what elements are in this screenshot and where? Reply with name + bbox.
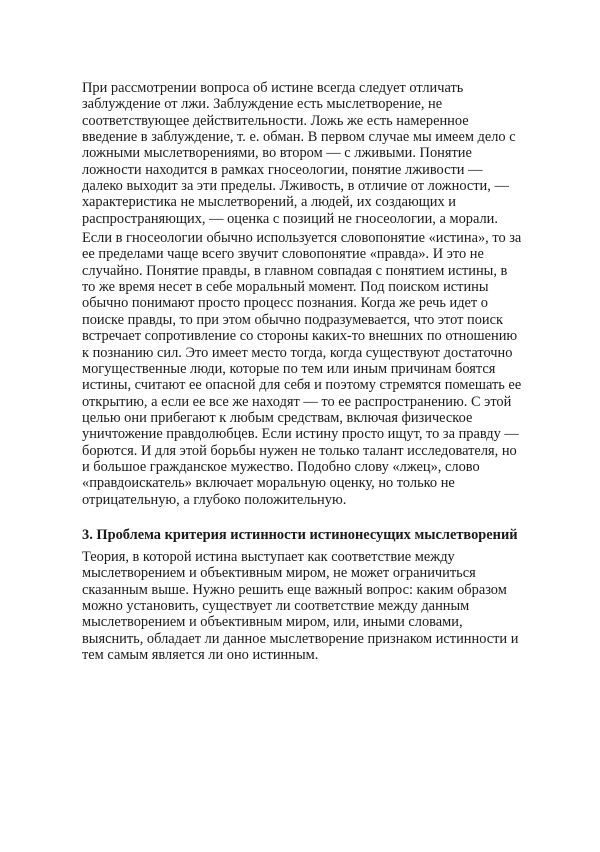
paragraph (82, 80, 542, 227)
paragraph (82, 549, 542, 663)
text-line: ложности находится в рамках гносеологии, понятие лживости — (82, 161, 483, 178)
text-line: мыслетворением и объективным миром, не может ограничиться (82, 565, 476, 582)
text-line: «правдоискатель» включает моральную оценку, но только не (82, 475, 455, 492)
text-line: можно установить, существует ли соответствие между данным (82, 597, 470, 614)
text-line: выяснить, обладает ли данное мыслетворение признаком истинности и (82, 630, 519, 647)
text-line: обычно понимают просто процесс познания. Когда же речь идет о (82, 295, 489, 312)
text-line: ложными мыслетворениями, во втором — с лживыми. Понятие (82, 145, 472, 162)
text-line: то же время несет в себе моральный момент. Под поиском истины (82, 279, 489, 296)
text-line: Теория, в которой истина выступает как соответствие между (82, 548, 455, 565)
paragraph (82, 230, 542, 508)
text-line: уничтожение правдолюбцев. Если истину просто ищут, то за правду — (82, 426, 519, 443)
section-heading: 3. Проблема критерия истинности истинонесущих мыслетворений (82, 526, 518, 543)
text-line: распространяющих, — оценка с позиций не гносеологии, а морали. (82, 210, 498, 227)
text-line: характеристика не мыслетворений, а людей, их создающих и (82, 194, 456, 211)
text-line: могущественные люди, которые по тем или иным причинам боятся (82, 360, 496, 377)
document-page (82, 80, 542, 663)
text-line: отрицательную, а глубоко положительную. (82, 491, 347, 508)
text-line: истины, считают ее опасной для себя и поэтому стремятся помешать ее (82, 377, 522, 394)
text-line: Если в гносеологии обычно используется словопонятие «истина», то за (82, 230, 522, 247)
text-line: введение в заблуждение, т. е. обман. В первом случае мы имеем дело с (82, 129, 516, 146)
text-line: тем самым является ли оно истинным. (82, 647, 319, 663)
text-line: целью они прибегают к любым средствам, включая физическое (82, 409, 473, 426)
text-line: При рассмотрении вопроса об истине всегда следует отличать (82, 80, 464, 96)
text-line: к познанию сил. Это имеет место тогда, когда существуют достаточно (82, 344, 513, 361)
text-line: ее пределами чаще всего звучит словопонятие «правда». И это не (82, 246, 484, 263)
text-line: и большое гражданское мужество. Подобно слову «лжец», слово (82, 458, 480, 475)
text-line: далеко выходит за эти пределы. Лживость, в отличие от ложности, — (82, 178, 509, 195)
text-line: встречает сопротивление со стороны каких-то внешних по отношению (82, 328, 518, 345)
text-line: случайно. Понятие правды, в главном совпадая с понятием истины, в (82, 262, 508, 279)
text-line: мыслетворением и объективным миром, или, иными словами, (82, 614, 463, 631)
text-line: открытию, а если ее все же находят — то ее распространению. С этой (82, 393, 512, 410)
text-line: поиске правды, то при этом обычно подразумевается, что этот поиск (82, 311, 504, 328)
text-line: заблуждение от лжи. Заблуждение есть мыслетворение, не (82, 96, 443, 113)
text-line: соответствующее действительности. Ложь же есть намеренное (82, 112, 469, 129)
text-line: борются. И для этой борьбы нужен не только талант исследователя, но (82, 442, 517, 459)
text-line: сказанным выше. Нужно решить еще важный вопрос: каким образом (82, 581, 507, 598)
